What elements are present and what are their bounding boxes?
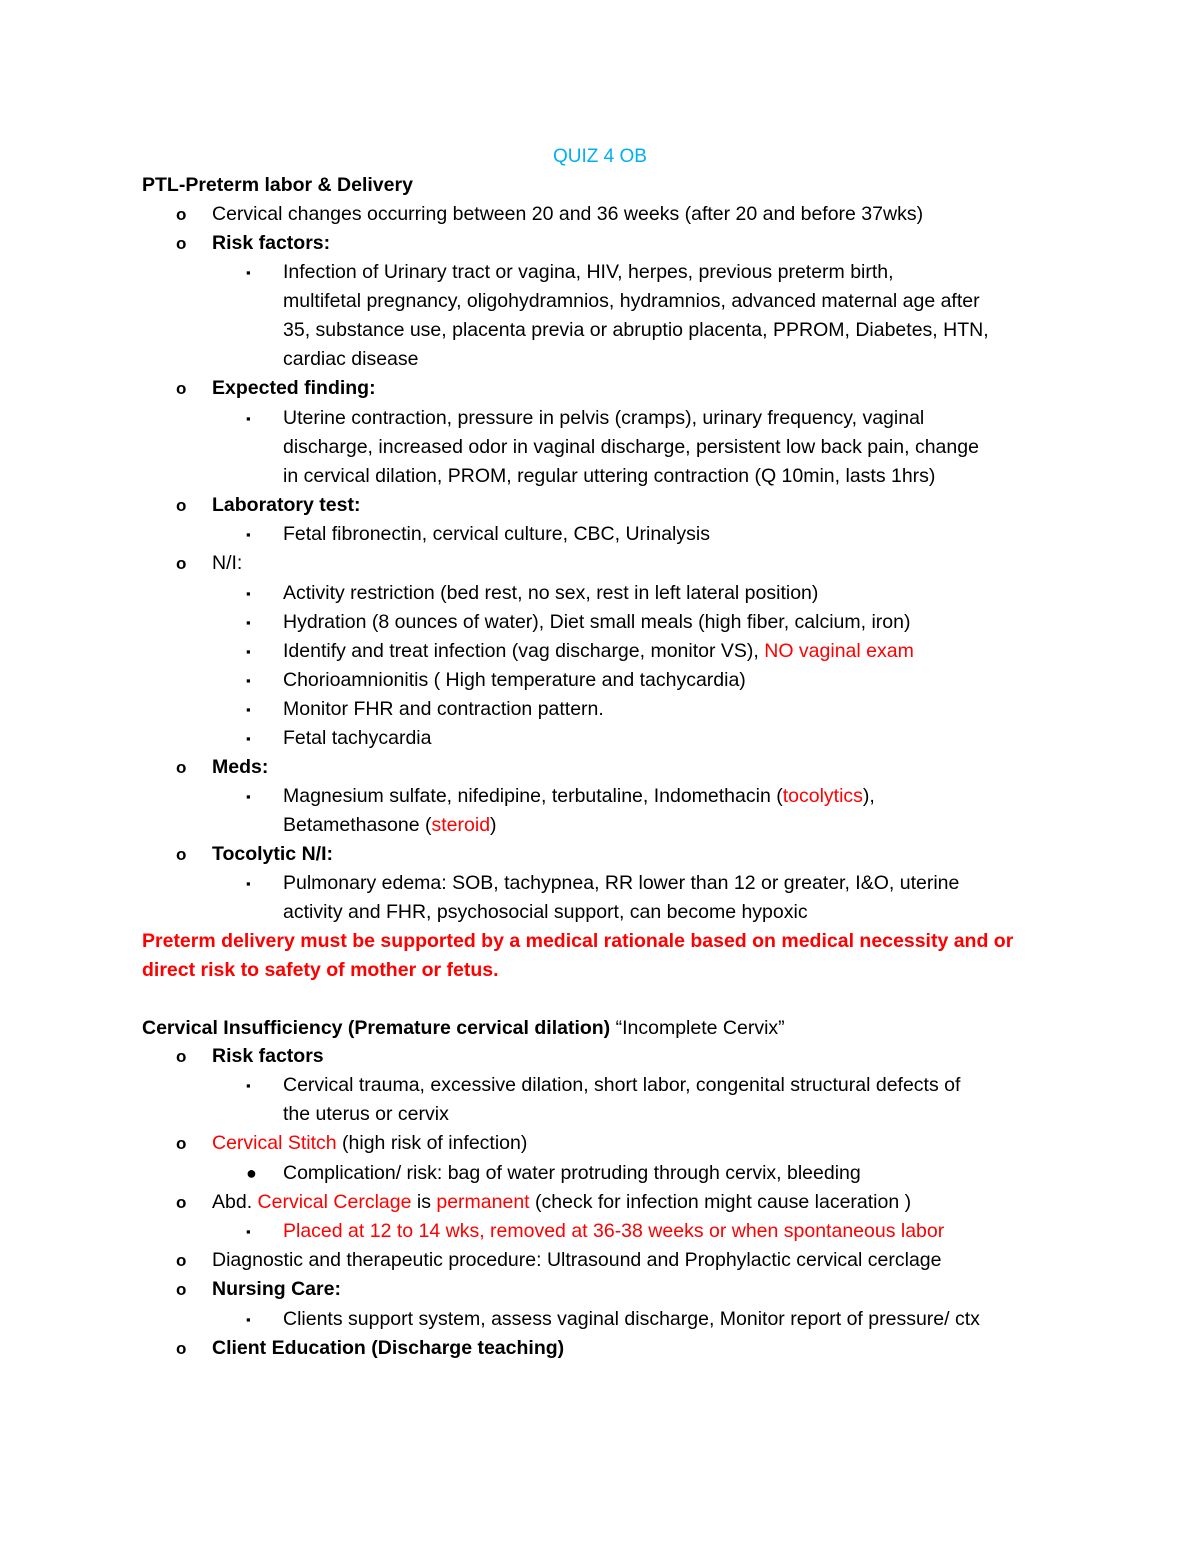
circle-bullet-icon: o [176,554,187,573]
ni-item: Monitor FHR and contraction pattern. [283,698,604,720]
circle-bullet-icon: o [176,758,187,777]
risk-factors-line: cardiac disease [283,348,419,370]
no-vaginal-exam-warning: NO vaginal exam [764,640,914,662]
expected-finding-line: Uterine contraction, pressure in pelvis (cramps), urinary frequency, vaginal [283,407,925,429]
ni-item: Chorioamnionitis ( High temperature and tachycardia) [283,669,746,691]
circle-bullet-icon: o [176,1047,187,1066]
ni-label: N/I: [212,552,243,574]
cervical-stitch-line [212,1129,527,1158]
preterm-warning: direct risk to safety of mother or fetus. [142,959,499,981]
square-bullet-icon: ▪ [246,1224,251,1239]
cerclage-line [212,1188,911,1217]
square-bullet-icon: ▪ [246,673,251,688]
permanent-highlight: permanent [436,1191,530,1213]
ptl-heading: PTL-Preterm labor & Delivery [142,174,413,196]
cervical-cerclage-highlight: Cervical Cerclage [257,1191,412,1213]
expected-finding-label: Expected finding: [212,377,376,399]
risk-factors-line: multifetal pregnancy, oligohydramnios, hydramnios, advanced maternal age after [283,290,980,312]
cerclage-text: Abd. [212,1191,258,1213]
tocolytic-ni-line: Pulmonary edema: SOB, tachypnea, RR lower than 12 or greater, I&O, uterine [283,872,960,894]
square-bullet-icon: ▪ [246,411,251,426]
ni-item [283,637,914,666]
meds-text: ) [490,814,497,836]
nursing-care-label: Nursing Care: [212,1278,341,1300]
square-bullet-icon: ▪ [246,586,251,601]
square-bullet-icon: ▪ [246,702,251,717]
ci-risk-line: Cervical trauma, excessive dilation, short labor, congenital structural defects of [283,1074,961,1096]
circle-bullet-icon: o [176,496,187,515]
ni-item: Activity restriction (bed rest, no sex, rest in left lateral position) [283,582,819,604]
ci-risk-label: Risk factors [212,1045,324,1067]
circle-bullet-icon: o [176,234,187,253]
cerclage-text: (check for infection might cause laceration ) [529,1191,912,1213]
risk-factors-label: Risk factors: [212,232,331,254]
expected-finding-line: discharge, increased odor in vaginal discharge, persistent low back pain, change [283,436,979,458]
tocolytic-ni-line: activity and FHR, psychosocial support, can become hypoxic [283,901,808,923]
preterm-warning: Preterm delivery must be supported by a medical rationale based on medical necessity and or [142,930,1014,952]
square-bullet-icon: ▪ [246,876,251,891]
expected-finding-line: in cervical dilation, PROM, regular uttering contraction (Q 10min, lasts 1hrs) [283,465,936,487]
square-bullet-icon: ▪ [246,644,251,659]
meds-text: Betamethasone ( [283,814,432,836]
risk-factors-line: 35, substance use, placenta previa or abruptio placenta, PPROM, Diabetes, HTN, [283,319,989,341]
meds-text: ), [862,785,875,807]
circle-bullet-icon: o [176,1193,187,1212]
square-bullet-icon: ▪ [246,1078,251,1093]
risk-factors-line: Infection of Urinary tract or vagina, HIV, herpes, previous preterm birth, [283,261,894,283]
cerclage-text: is [411,1191,437,1213]
square-bullet-icon: ▪ [246,1312,251,1327]
meds-text: Magnesium sulfate, nifedipine, terbutaline, Indomethacin ( [283,785,783,807]
square-bullet-icon: ▪ [246,789,251,804]
square-bullet-icon: ▪ [246,731,251,746]
square-bullet-icon: ▪ [246,527,251,542]
circle-bullet-icon: o [176,379,187,398]
ni-item: Fetal tachycardia [283,727,432,749]
meds-label: Meds: [212,756,269,778]
ci-heading-bold: Cervical Insufficiency (Premature cervical dilation) [142,1017,611,1039]
circle-bullet-icon: o [176,1134,187,1153]
circle-bullet-icon: o [176,1251,187,1270]
cervical-changes-text: Cervical changes occurring between 20 and 36 weeks (after 20 and before 37wks) [212,203,924,225]
placed-timing-line: Placed at 12 to 14 wks, removed at 36-38 weeks or when spontaneous labor [283,1220,945,1242]
nursing-care-text: Clients support system, assess vaginal discharge, Monitor report of pressure/ ctx [283,1308,980,1330]
ci-risk-line: the uterus or cervix [283,1103,449,1125]
dot-bullet-icon: ● [246,1163,257,1183]
tocolytics-highlight: tocolytics [782,785,863,807]
ci-heading [142,1014,785,1043]
square-bullet-icon: ▪ [246,615,251,630]
circle-bullet-icon: o [176,1280,187,1299]
page-title: QUIZ 4 OB [553,146,647,167]
ni-identify-text: Identify and treat infection (vag discharge, monitor VS), [283,640,765,662]
square-bullet-icon: ▪ [246,265,251,280]
cervical-stitch-text: (high risk of infection) [336,1132,528,1154]
client-education-label: Client Education (Discharge teaching) [212,1337,565,1359]
complication-line: Complication/ risk: bag of water protruding through cervix, bleeding [283,1162,861,1184]
cervical-stitch-highlight: Cervical Stitch [212,1132,337,1154]
laboratory-test-label: Laboratory test: [212,494,361,516]
meds-line [283,811,497,840]
ci-heading-rest: “Incomplete Cervix” [610,1017,785,1039]
ni-item: Hydration (8 ounces of water), Diet small meals (high fiber, calcium, iron) [283,611,911,633]
steroid-highlight: steroid [431,814,491,836]
laboratory-test-text: Fetal fibronectin, cervical culture, CBC, Urinalysis [283,523,710,545]
diagnostic-line: Diagnostic and therapeutic procedure: Ultrasound and Prophylactic cervical cerclage [212,1249,942,1271]
circle-bullet-icon: o [176,205,187,224]
tocolytic-ni-label: Tocolytic N/I: [212,843,333,865]
circle-bullet-icon: o [176,1339,187,1358]
meds-line [283,782,875,811]
circle-bullet-icon: o [176,845,187,864]
